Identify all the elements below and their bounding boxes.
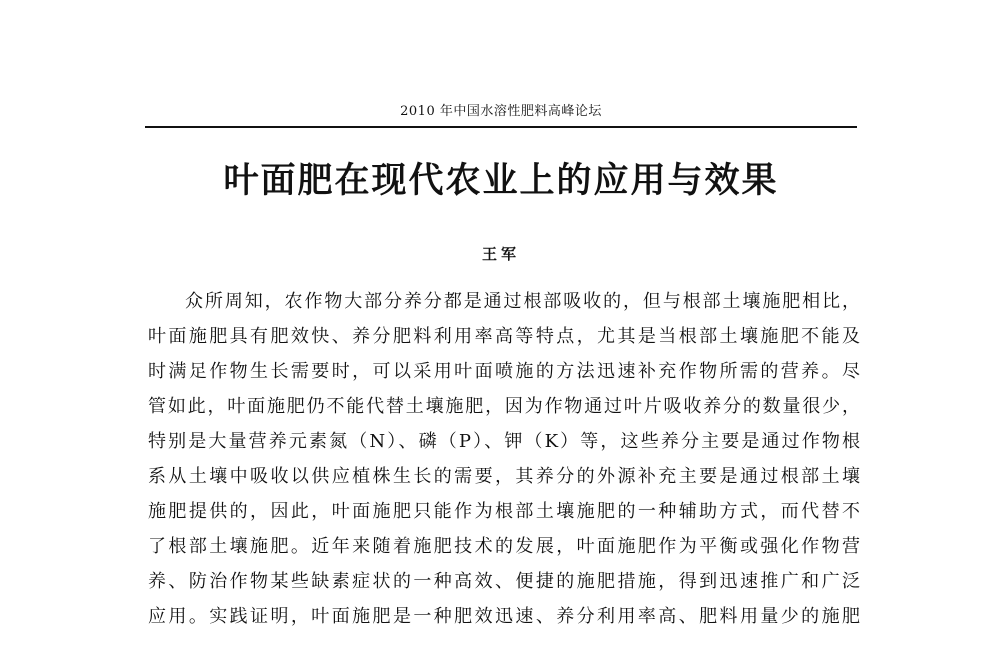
body-line-3: 时满足作物生长需要时，可以采用叶面喷施的方法迅速补充作物所需的营养。尽 [148, 361, 860, 382]
paper-title: 叶面肥在现代农业上的应用与效果 [223, 161, 779, 201]
body-line-5: 特别是大量营养元素氮（N）、磷（P）、钾（K）等，这些养分主要是通过作物根 [148, 431, 860, 452]
author-name: 王军 [481, 245, 520, 263]
header-rule [145, 126, 857, 128]
body-line-1: 众所周知，农作物大部分养分都是通过根部吸收的，但与根部土壤施肥相比， [185, 291, 860, 312]
body-line-9: 养、防治作物某些缺素症状的一种高效、便捷的施肥措施，得到迅速推广和广泛 [148, 571, 860, 592]
body-line-4: 管如此，叶面施肥仍不能代替土壤施肥，因为作物通过叶片吸收养分的数量很少， [148, 396, 860, 417]
body-line-8: 了根部土壤施肥。近年来随着施肥技术的发展，叶面施肥作为平衡或强化作物营 [148, 536, 860, 557]
body-line-2: 叶面施肥具有肥效快、养分肥料利用率高等特点，尤其是当根部土壤施肥不能及 [148, 326, 860, 347]
body-line-10: 应用。实践证明，叶面施肥是一种肥效迅速、养分利用率高、肥料用量少的施肥 [148, 606, 860, 627]
body-line-6: 系从土壤中吸收以供应植株生长的需要，其养分的外源补充主要是通过根部土壤 [148, 466, 860, 487]
body-line-7: 施肥提供的，因此，叶面施肥只能作为根部土壤施肥的一种辅助方式，而代替不 [148, 501, 860, 522]
running-header: 2010 年中国水溶性肥料高峰论坛 [400, 104, 602, 119]
body-paragraph [148, 292, 860, 642]
